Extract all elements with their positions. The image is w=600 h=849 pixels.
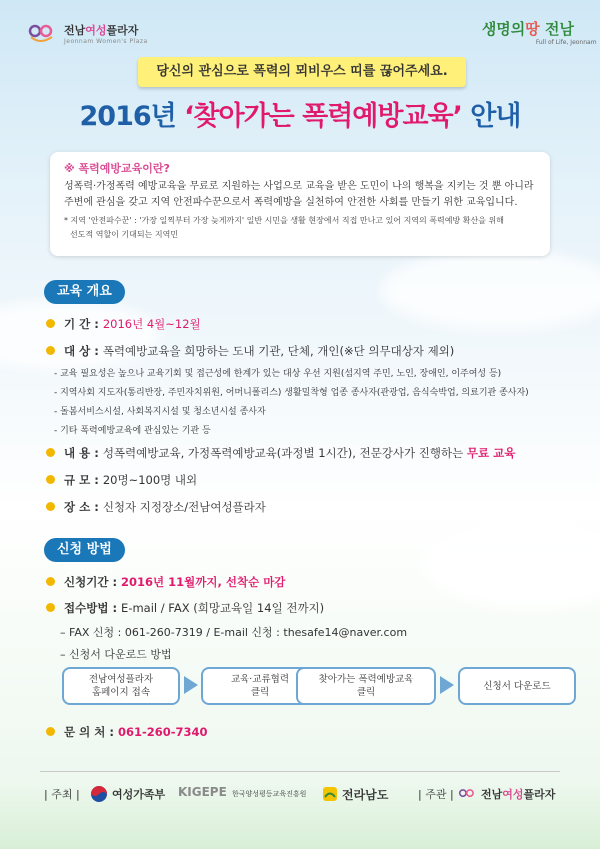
content-row — [46, 445, 515, 461]
org-mogef: 여성가족부 — [112, 788, 166, 801]
logo-name: 전남 — [64, 24, 86, 37]
title-highlight: ‘찾아가는 폭력예방교육’ — [184, 101, 462, 132]
host-label: | 주최 | — [44, 788, 80, 801]
mogef-emblem-icon — [90, 785, 108, 803]
intro-note: * 지역 '안전파수꾼' : '가장 일찍부터 가장 늦게까지' 일반 시민을 생활 현장에서 직접 만나고 있어 지역의 폭력예방 확산을 위해 — [64, 216, 504, 225]
method-sub-item: – FAX 신청 : 061-260-7319 / E-mail 신청 : thesafe14@naver.com — [60, 626, 408, 639]
period-value: 2016년 4월~12월 — [102, 317, 201, 331]
org-jeonnam: 전라남도 — [342, 788, 389, 802]
content-highlight: 무료 교육 — [466, 446, 516, 460]
place-row — [46, 499, 266, 515]
slogan-text: 생명의 — [481, 20, 526, 38]
jeonnam-emblem-icon — [322, 786, 338, 802]
period-row — [46, 316, 201, 332]
org-kigepe-logo: KIGEPE — [178, 785, 227, 799]
arrow-right-icon — [184, 676, 198, 694]
place-label: 장 소 : — [64, 500, 103, 514]
place-value: 신청자 지정장소/전남여성플라자 — [102, 500, 266, 514]
period-label: 기 간 : — [64, 317, 103, 331]
intro-box — [50, 152, 550, 256]
org-name: 플라자 — [523, 788, 556, 801]
intro-heading: ※ 폭력예방교육이란? — [64, 162, 170, 175]
deadline-row — [46, 574, 285, 590]
org-jeonnam-womens-plaza — [481, 786, 555, 802]
bullet-dot — [46, 475, 55, 484]
target-sub-item: - 기타 폭력예방교육에 관심있는 기관 등 — [54, 426, 211, 436]
page-title — [0, 94, 600, 133]
scale-value: 20명~100명 내외 — [102, 473, 198, 487]
footer-divider — [40, 771, 560, 772]
content-label: 내 용 : — [64, 446, 103, 460]
flow-step-education-exchange: 교육·교류협력 클릭 — [201, 667, 319, 705]
title-suffix: 안내 — [461, 101, 521, 132]
slogan-text: 전남 — [539, 20, 574, 38]
arrow-right-icon — [440, 676, 454, 694]
deadline-label: 신청기간 : — [64, 575, 122, 589]
jeonnam-slogan-logo — [481, 18, 597, 46]
target-value: 폭력예방교육을 희망하는 도내 기관, 단체, 개인(※단 의무대상자 제외) — [102, 344, 455, 358]
target-label: 대 상 : — [64, 344, 103, 358]
bullet-dot — [46, 448, 55, 457]
bullet-dot — [46, 727, 55, 736]
slogan-accent: 땅 — [525, 20, 540, 38]
flow-step-homepage: 전남여성플라자 홈페이지 접속 — [62, 667, 180, 705]
bullet-dot — [46, 603, 55, 612]
deadline-value: 2016년 11월까지, 선착순 마감 — [121, 575, 286, 589]
method-sub-item: – 신청서 다운로드 방법 — [60, 648, 172, 661]
heart-people-icon — [28, 23, 58, 45]
flow-step-violence-prevention: 찾아가는 폭력예방교육 클릭 — [296, 667, 436, 705]
organizer-label: | 주관 | — [418, 788, 454, 801]
org-name: 전남 — [481, 788, 503, 801]
section-apply-label: 신청 방법 — [44, 538, 125, 562]
section-overview-label: 교육 개요 — [44, 280, 125, 304]
scale-label: 규 모 : — [64, 473, 103, 487]
cloud-decoration — [420, 520, 600, 610]
logo-subtitle: Jeonnam Women's Plaza — [64, 38, 148, 45]
method-row — [46, 600, 324, 616]
target-sub-item: - 교육 필요성은 높으나 교육기회 및 접근성에 한계가 있는 대상 우선 지원(섬지역 주민, 노인, 장애인, 이주여성 등) — [54, 369, 502, 379]
cloud-decoration — [0, 300, 160, 370]
target-row — [46, 343, 454, 359]
target-sub-item: - 지역사회 지도자(통리반장, 주민자치위원, 어머니폴리스) 생활밀착형 업종 종사자(관광업, 음식숙박업, 의료기관 종사자) — [54, 388, 529, 398]
slogan-subtitle: Full of Life, Jeonnam — [535, 39, 597, 46]
org-kigepe-name: 한국양성평등교육진흥원 — [232, 790, 307, 798]
method-label: 접수방법 : — [64, 601, 122, 615]
contact-value: 061-260-7340 — [117, 725, 208, 739]
method-value: E-mail / FAX (희망교육일 14일 전까지) — [121, 601, 325, 615]
flow-step-download: 신청서 다운로드 — [458, 667, 576, 705]
target-sub-item: - 돌봄서비스시설, 사회복지시설 및 청소년시설 종사자 — [54, 407, 266, 417]
heart-people-icon — [458, 788, 478, 802]
bullet-dot — [46, 577, 55, 586]
intro-line: 주변에 관심을 갖고 지역 안전파수꾼으로서 폭력예방을 실천하여 안전한 사회를 만들기 위한 교육입니다. — [64, 197, 518, 208]
title-prefix: 2016년 — [79, 101, 185, 132]
bullet-dot — [46, 319, 55, 328]
intro-line: 성폭력·가정폭력 예방교육을 무료로 지원하는 사업으로 교육을 받은 도민이 나의 행복을 지키는 것 뿐 아니라 — [64, 181, 534, 192]
content-value: 성폭력예방교육, 가정폭력예방교육(과정별 1시간), 전문강사가 진행하는 — [102, 446, 467, 460]
bullet-dot — [46, 502, 55, 511]
logo-name: 플라자 — [106, 24, 139, 37]
scale-row — [46, 472, 197, 488]
intro-note: 선도적 역할이 기대되는 지역민 — [70, 230, 179, 239]
bullet-dot — [46, 346, 55, 355]
cloud-decoration — [380, 250, 600, 330]
campaign-ribbon: 당신의 관심으로 폭력의 뫼비우스 띠를 끊어주세요. — [138, 57, 466, 87]
contact-row — [46, 724, 208, 740]
org-name-accent: 여성 — [502, 788, 524, 801]
jeonnam-womens-plaza-logo — [28, 22, 148, 45]
contact-label: 문 의 처 : — [64, 725, 118, 739]
logo-name-accent: 여성 — [85, 24, 107, 37]
